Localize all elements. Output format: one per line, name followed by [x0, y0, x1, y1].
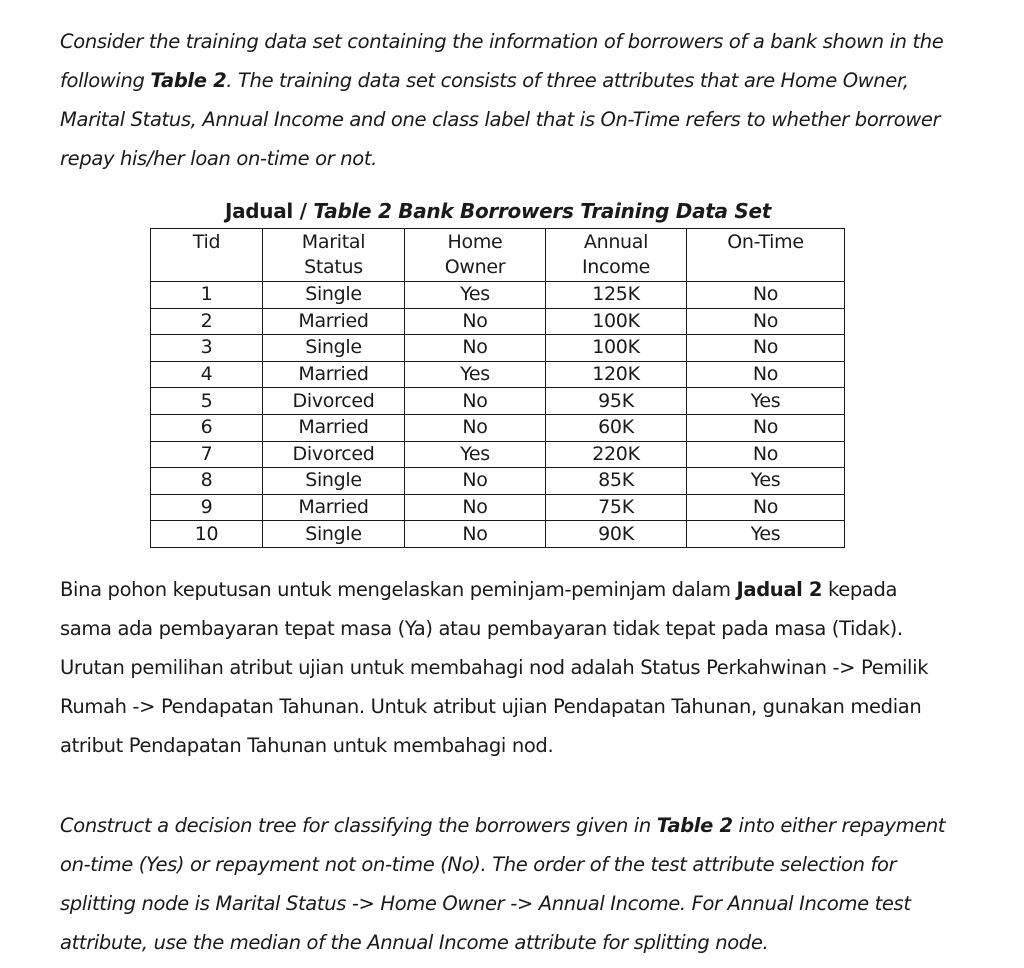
cell-on-time: Yes [687, 388, 845, 415]
cell-tid: 6 [151, 414, 263, 441]
cell-on-time: No [687, 494, 845, 521]
table-row [151, 521, 845, 548]
intro-table-reference: Table 2 [150, 69, 227, 92]
cell-on-time: No [687, 441, 845, 468]
intro-paragraph [60, 22, 950, 178]
cell-home-owner: No [405, 335, 546, 362]
cell-annual-income: 120K [546, 361, 687, 388]
cell-on-time: No [687, 361, 845, 388]
cell-marital-status: Married [263, 494, 405, 521]
table-row [151, 441, 845, 468]
cell-on-time: No [687, 414, 845, 441]
cell-on-time: Yes [687, 468, 845, 495]
cell-home-owner: No [405, 494, 546, 521]
table-caption [150, 199, 846, 223]
cell-marital-status: Married [263, 361, 405, 388]
cell-marital-status: Single [263, 521, 405, 548]
table-body [151, 282, 845, 548]
cell-marital-status: Single [263, 335, 405, 362]
english-text-start: Construct a decision tree for classifying the borrowers given in [60, 814, 657, 837]
cell-home-owner: No [405, 521, 546, 548]
header-home-line1: Home [447, 231, 503, 253]
header-home-owner [405, 229, 546, 282]
cell-annual-income: 95K [546, 388, 687, 415]
table-row [151, 335, 845, 362]
cell-tid: 8 [151, 468, 263, 495]
cell-home-owner: Yes [405, 361, 546, 388]
header-home-line2: Owner [444, 256, 506, 278]
cell-annual-income: 75K [546, 494, 687, 521]
intro-text-end: . The training data set consists of three attributes that are Home Owner, Marital Status, Annual Income and one class label that is On-Time refers to whether borrower repay his/her loan on-time or not. [60, 69, 941, 170]
table-header [151, 229, 845, 282]
cell-annual-income: 85K [546, 468, 687, 495]
cell-annual-income: 100K [546, 308, 687, 335]
cell-on-time: No [687, 282, 845, 309]
cell-marital-status: Married [263, 308, 405, 335]
cell-tid: 4 [151, 361, 263, 388]
table-row [151, 282, 845, 309]
cell-tid: 10 [151, 521, 263, 548]
header-tid [151, 229, 263, 282]
cell-marital-status: Divorced [263, 441, 405, 468]
cell-tid: 3 [151, 335, 263, 362]
table-row [151, 468, 845, 495]
header-income-line2: Income [581, 256, 651, 278]
malay-table-reference: Jadual 2 [736, 578, 823, 601]
table-row [151, 494, 845, 521]
header-ontime-line1: On-Time [727, 231, 804, 253]
intro-text-start: Consider the training data set containing the information of borrowers of a bank shown in the following [60, 30, 944, 92]
cell-home-owner: No [405, 388, 546, 415]
header-on-time [687, 229, 845, 282]
header-tid-line1: Tid [192, 231, 221, 253]
header-annual-income [546, 229, 687, 282]
table-caption-prefix: Jadual / [224, 199, 314, 223]
malay-text-start: Bina pohon keputusan untuk mengelaskan peminjam-peminjam dalam [60, 578, 737, 601]
cell-annual-income: 100K [546, 335, 687, 362]
cell-home-owner: Yes [405, 282, 546, 309]
cell-tid: 9 [151, 494, 263, 521]
cell-tid: 1 [151, 282, 263, 309]
cell-on-time: No [687, 308, 845, 335]
cell-home-owner: No [405, 414, 546, 441]
english-text-end: into either repayment on-time (Yes) or repayment not on-time (No). The order of the test attribute selection for splitting node is Marital Status -> Home Owner -> Annual Income. For Annual Income test attribute, use the median of the Annual Income attribute for splitting node. [60, 814, 946, 954]
table-header-row [151, 229, 845, 282]
cell-marital-status: Married [263, 414, 405, 441]
table-row [151, 414, 845, 441]
header-marital-line2: Status [304, 256, 363, 278]
cell-annual-income: 220K [546, 441, 687, 468]
malay-paragraph [60, 570, 950, 765]
cell-annual-income: 90K [546, 521, 687, 548]
malay-text-end: kepada sama ada pembayaran tepat masa (Ya) atau pembayaran tidak tepat pada masa (Tidak). Urutan pemilihan atribut ujian untuk membahagi nod adalah Status Perkahwinan -> Pemilik Rumah -> Pendapatan Tahunan. Untuk atribut ujian Pendapatan Tahunan, gunakan median atribut Pendapatan Tahunan untuk membahagi nod. [60, 578, 929, 757]
cell-on-time: Yes [687, 521, 845, 548]
english-table-reference: Table 2 [656, 814, 733, 837]
header-marital-status [263, 229, 405, 282]
table-row [151, 361, 845, 388]
cell-marital-status: Divorced [263, 388, 405, 415]
cell-home-owner: Yes [405, 441, 546, 468]
cell-annual-income: 60K [546, 414, 687, 441]
cell-marital-status: Single [263, 468, 405, 495]
borrowers-table [150, 228, 845, 548]
cell-tid: 2 [151, 308, 263, 335]
english-paragraph [60, 806, 950, 962]
table-caption-title: Table 2 Bank Borrowers Training Data Set [313, 199, 772, 223]
header-marital-line1: Marital [301, 231, 366, 253]
cell-tid: 5 [151, 388, 263, 415]
table-row [151, 308, 845, 335]
cell-home-owner: No [405, 468, 546, 495]
cell-annual-income: 125K [546, 282, 687, 309]
cell-on-time: No [687, 335, 845, 362]
cell-marital-status: Single [263, 282, 405, 309]
table-row [151, 388, 845, 415]
cell-home-owner: No [405, 308, 546, 335]
header-income-line1: Annual [583, 231, 649, 253]
cell-tid: 7 [151, 441, 263, 468]
